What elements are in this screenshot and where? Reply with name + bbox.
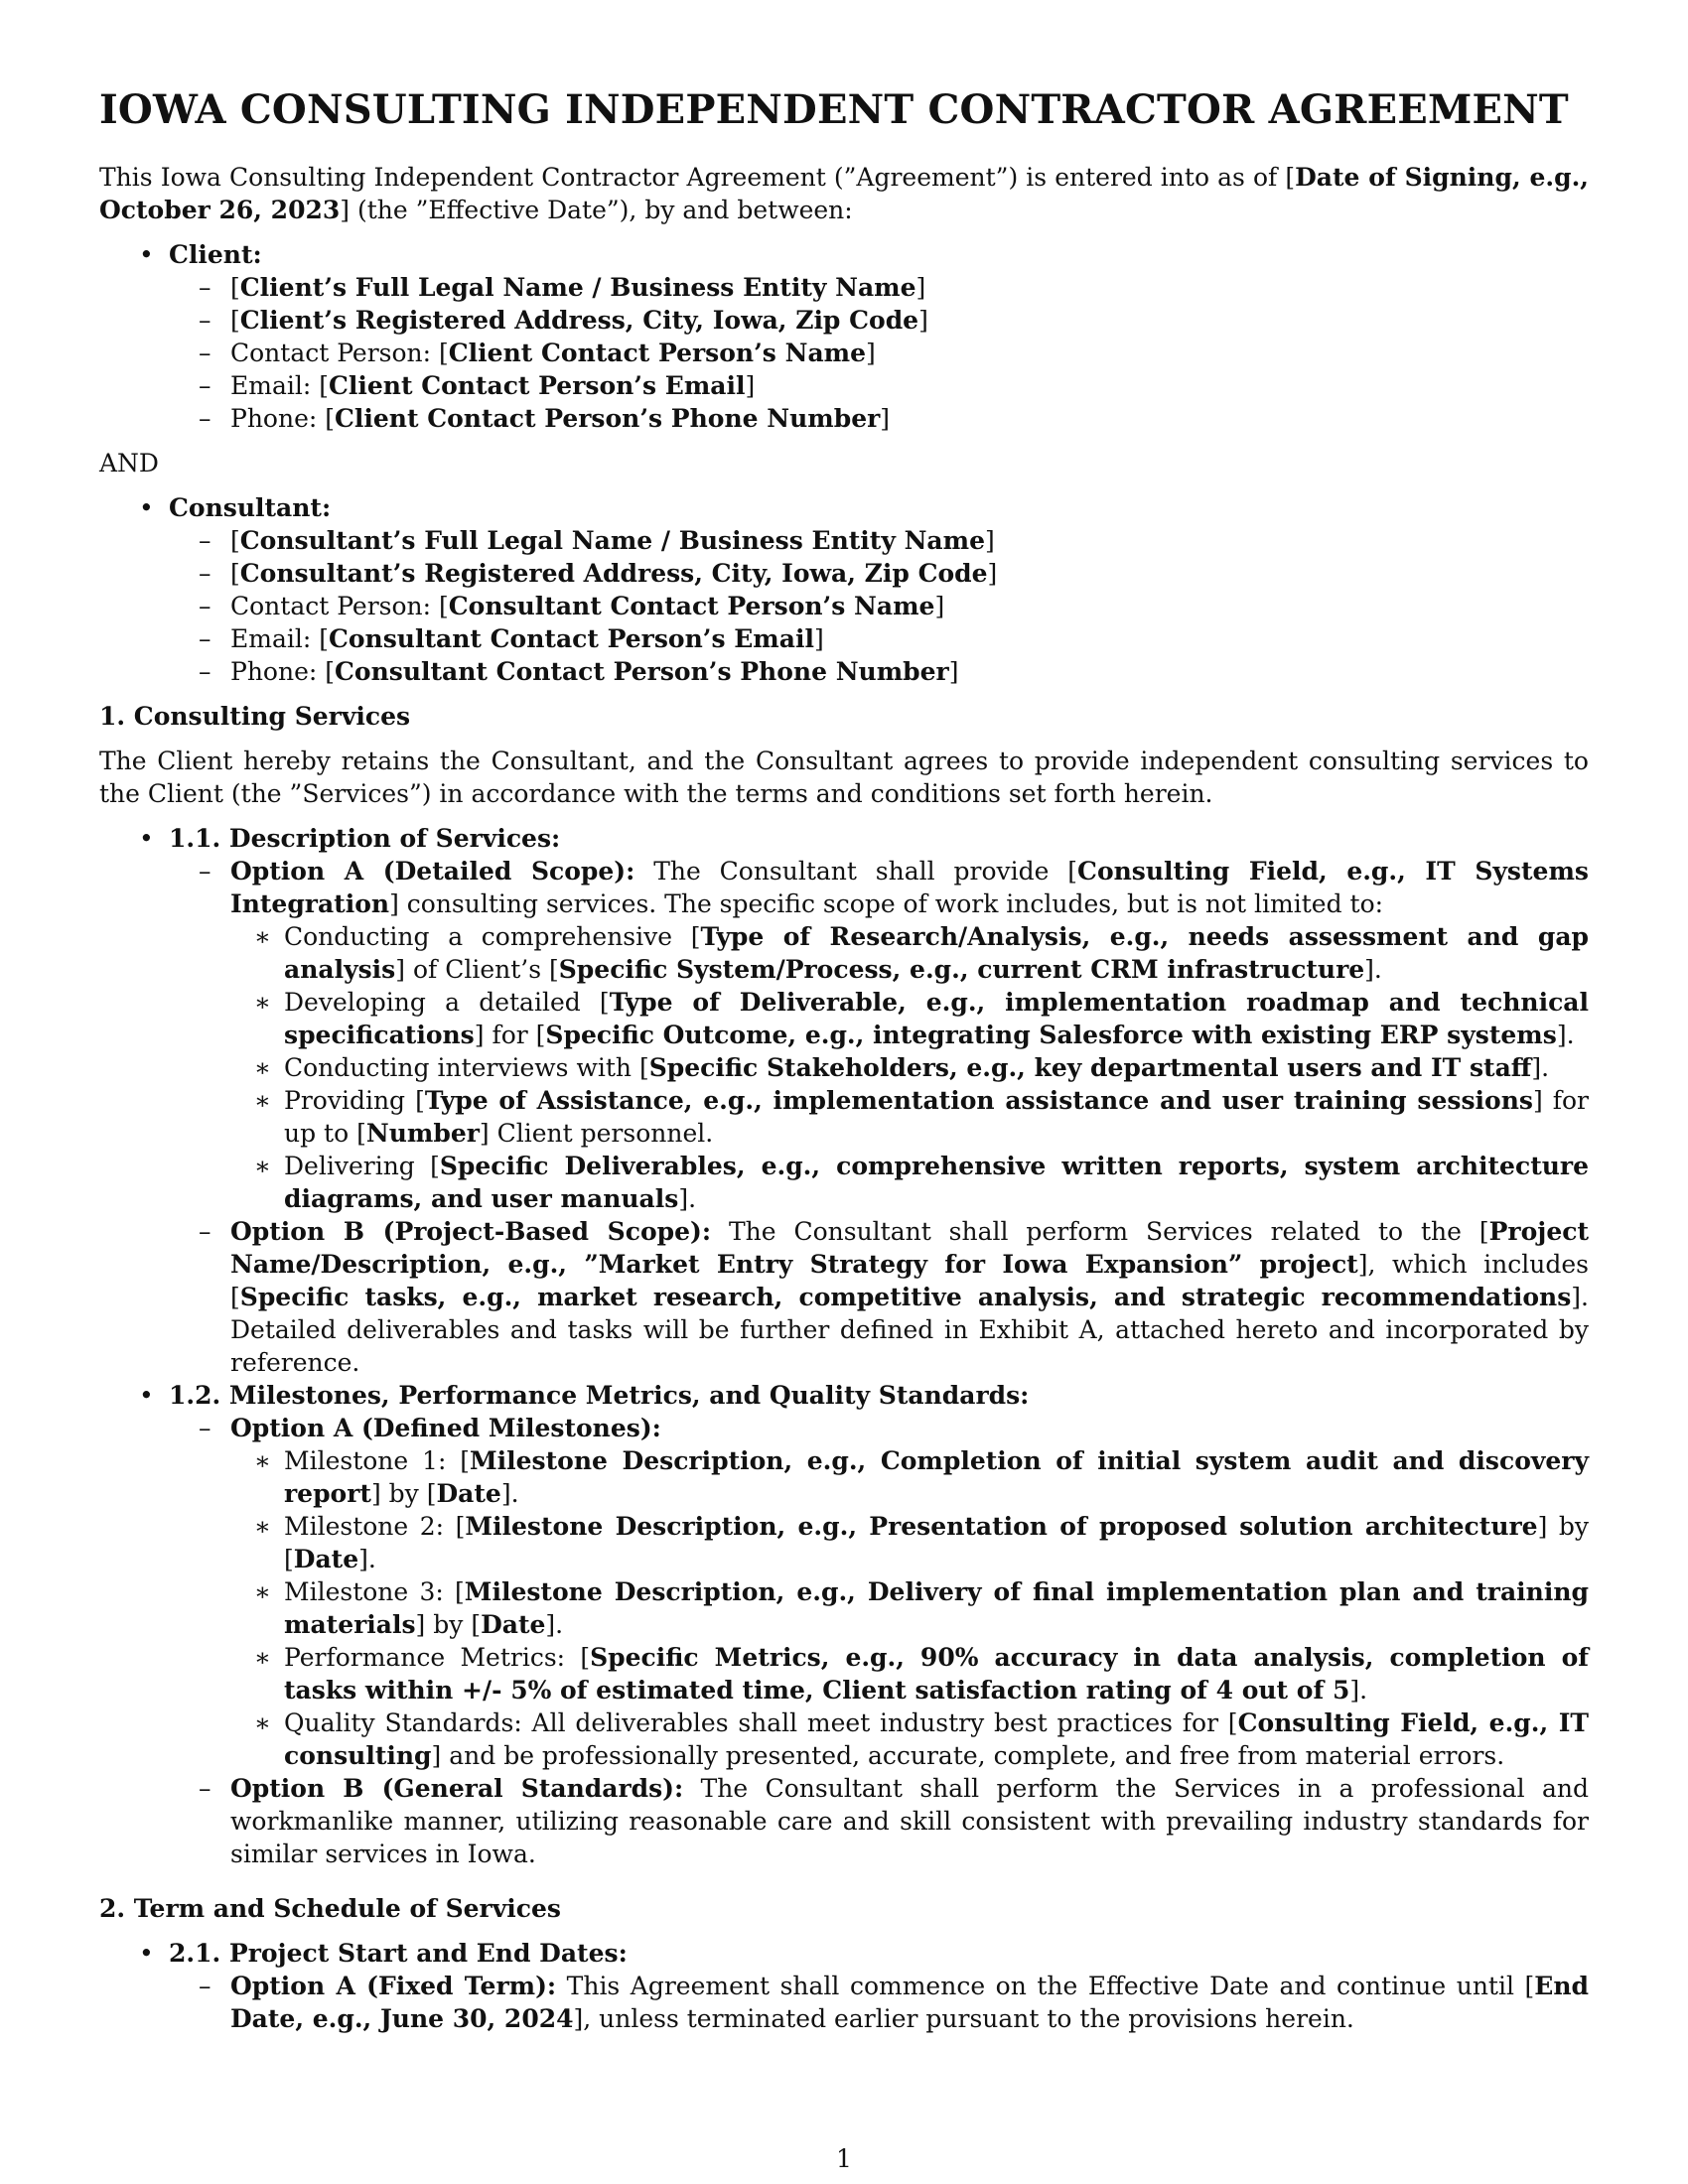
- consultant-name: – [Consultant’s Full Legal Name / Business Entity Name]: [169, 524, 1589, 557]
- subsection-1-2: • 1.2. Milestones, Performance Metrics, and Quality Standards: – Option A (Defined Milestones): ∗ Milestone 1: [Milestone Description, e.g., Completion of initial system audit and discovery report] by [Date]. ∗ Milestone 2: [Milestone Description, e.g., Presentation of proposed solution architecture] by [Date]. ∗ Milestone 3: [Milestone Description, e.g., Delivery of final implementation plan and training materials] by [Date]. ∗ Performance Metrics: [Specific Metrics, e.g., 90% accuracy in data analysis, completion of tasks within +/- 5% of estimated time, Client satisfaction rating of 4 out of 5]. ∗ Quality Standards: All deliverables shall meet industry best practices for [Consulting Field, e.g., IT consulting] and be professionally presented, accurate, complete, and free from material errors. – Option B (General Standards): The Consultant shall perform the Services in a professional and workmanlike manner, utilizing reasonable care and skill consistent with prevailing industry standards for similar services in Iowa.: [99, 1379, 1589, 1870]
- list-item: ∗ Providing [Type of Assistance, e.g., implementation assistance and user training sessions] for up to [Number] Client personnel.: [230, 1084, 1589, 1150]
- intro-paragraph: This Iowa Consulting Independent Contractor Agreement (”Agreement”) is entered into as of [Date of Signing, e.g., October 26, 2023] (the ”Effective Date”), by and between:: [99, 163, 1590, 224]
- client-address: – [Client’s Registered Address, City, Iowa, Zip Code]: [169, 304, 1589, 337]
- section-1-list: [99, 822, 1589, 1870]
- list-item: ∗ Milestone 3: [Milestone Description, e.g., Delivery of final implementation plan and training materials] by [Date].: [230, 1575, 1589, 1641]
- consultant-party: [99, 491, 1589, 688]
- client-phone: – Phone: [Client Contact Person’s Phone Number]: [169, 402, 1589, 435]
- section-2-list: [99, 1937, 1589, 2035]
- page-number: 1: [836, 2144, 852, 2173]
- option-b-project-scope: – Option B (Project-Based Scope): The Consultant shall perform Services related to the [Project Name/Description, e.g., ”Market Entry Strategy for Iowa Expansion” project], which includes [Specific tasks, e.g., market research, competitive analysis, and strategic recommendations]. Detailed deliverables and tasks will be further defined in Exhibit A, attached hereto and incorporated by reference.: [169, 1215, 1589, 1379]
- client-contact-person: – Contact Person: [Client Contact Person’s Name]: [169, 337, 1589, 369]
- subsection-1-1: • 1.1. Description of Services: – Option A (Detailed Scope): The Consultant shall provide [Consulting Field, e.g., IT Systems Integration] consulting services. The specific scope of work includes, but is not limited to: ∗ Conducting a comprehensive [Type of Research/Analysis, e.g., needs assessment and gap analysis] of Client’s [Specific System/Process, e.g., current CRM infrastructure]. ∗ Developing a detailed [Type of Deliverable, e.g., implementation roadmap and technical specifications] for [Specific Outcome, e.g., integrating Salesforce with existing ERP systems]. ∗ Conducting interviews with [Specific Stakeholders, e.g., key departmental users and IT staff]. ∗ Providing [Type of Assistance, e.g., implementation assistance and user training sessions] for up to [Number] Client personnel. ∗ Delivering [Specific Deliverables, e.g., comprehensive written reports, system architecture diagrams, and user manuals]. – Option B (Project-Based Scope): The Consultant shall perform Services related to the [Project Name/Description, e.g., ”Market Entry Strategy for Iowa Expansion” project], which includes [Specific tasks, e.g., market research, competitive analysis, and strategic recommendations]. Detailed deliverables and tasks will be further defined in Exhibit A, attached hereto and incorporated by reference.: [99, 822, 1589, 1379]
- option-a-fixed-term: – Option A (Fixed Term): This Agreement shall commence on the Effective Date and continue until [End Date, e.g., June 30, 2024], unless terminated earlier pursuant to the provisions herein.: [169, 1970, 1589, 2035]
- consultant-block: [99, 491, 1589, 688]
- consultant-label: Consultant:: [169, 493, 332, 522]
- consultant-phone: – Phone: [Consultant Contact Person’s Phone Number]: [169, 655, 1589, 688]
- document-title: IOWA CONSULTING INDEPENDENT CONTRACTOR AGREEMENT: [99, 86, 1569, 133]
- consultant-address: – [Consultant’s Registered Address, City, Iowa, Zip Code]: [169, 557, 1589, 590]
- option-a-milestones: – Option A (Defined Milestones): ∗ Milestone 1: [Milestone Description, e.g., Completion of initial system audit and discovery report] by [Date]. ∗ Milestone 2: [Milestone Description, e.g., Presentation of proposed solution architecture] by [Date]. ∗ Milestone 3: [Milestone Description, e.g., Delivery of final implementation plan and training materials] by [Date]. ∗ Performance Metrics: [Specific Metrics, e.g., 90% accuracy in data analysis, completion of tasks within +/- 5% of estimated time, Client satisfaction rating of 4 out of 5]. ∗ Quality Standards: All deliverables shall meet industry best practices for [Consulting Field, e.g., IT consulting] and be professionally presented, accurate, complete, and free from material errors.: [169, 1412, 1589, 1772]
- subsection-2-1: • 2.1. Project Start and End Dates: – Option A (Fixed Term): This Agreement shall commence on the Effective Date and continue until [End Date, e.g., June 30, 2024], unless terminated earlier pursuant to the provisions herein.: [99, 1937, 1589, 2035]
- and-separator: AND: [99, 449, 159, 478]
- document-page: [99, 87, 1589, 2035]
- section-1-heading: 1. Consulting Services: [99, 702, 411, 731]
- list-item: ∗ Milestone 2: [Milestone Description, e.g., Presentation of proposed solution architecture] by [Date].: [230, 1510, 1589, 1575]
- client-name: – [Client’s Full Legal Name / Business Entity Name]: [169, 271, 1589, 304]
- list-item: ∗ Developing a detailed [Type of Deliverable, e.g., implementation roadmap and technical specifications] for [Specific Outcome, e.g., integrating Salesforce with existing ERP systems].: [230, 986, 1589, 1051]
- consultant-email: – Email: [Consultant Contact Person’s Email]: [169, 622, 1589, 655]
- client-label: Client:: [169, 240, 262, 269]
- list-item: ∗ Conducting a comprehensive [Type of Research/Analysis, e.g., needs assessment and gap analysis] of Client’s [Specific System/Process, e.g., current CRM infrastructure].: [230, 920, 1589, 986]
- list-item: ∗ Performance Metrics: [Specific Metrics, e.g., 90% accuracy in data analysis, completion of tasks within +/- 5% of estimated time, Client satisfaction rating of 4 out of 5].: [230, 1641, 1589, 1706]
- list-item: ∗ Milestone 1: [Milestone Description, e.g., Completion of initial system audit and discovery report] by [Date].: [230, 1444, 1589, 1510]
- option-a-detailed-scope: – Option A (Detailed Scope): The Consultant shall provide [Consulting Field, e.g., IT Systems Integration] consulting services. The specific scope of work includes, but is not limited to: ∗ Conducting a comprehensive [Type of Research/Analysis, e.g., needs assessment and gap analysis] of Client’s [Specific System/Process, e.g., current CRM infrastructure]. ∗ Developing a detailed [Type of Deliverable, e.g., implementation roadmap and technical specifications] for [Specific Outcome, e.g., integrating Salesforce with existing ERP systems]. ∗ Conducting interviews with [Specific Stakeholders, e.g., key departmental users and IT staff]. ∗ Providing [Type of Assistance, e.g., implementation assistance and user training sessions] for up to [Number] Client personnel. ∗ Delivering [Specific Deliverables, e.g., comprehensive written reports, system architecture diagrams, and user manuals].: [169, 855, 1589, 1215]
- option-b-general-standards: – Option B (General Standards): The Consultant shall perform the Services in a professional and workmanlike manner, utilizing reasonable care and skill consistent with prevailing industry standards for similar services in Iowa.: [169, 1772, 1589, 1870]
- client-party: [99, 238, 1589, 435]
- consultant-contact-person: – Contact Person: [Consultant Contact Person’s Name]: [169, 590, 1589, 622]
- list-item: ∗ Quality Standards: All deliverables shall meet industry best practices for [Consulting Field, e.g., IT consulting] and be professionally presented, accurate, complete, and free from material errors.: [230, 1706, 1589, 1772]
- client-email: – Email: [Client Contact Person’s Email]: [169, 369, 1589, 402]
- section-2-heading: 2. Term and Schedule of Services: [99, 1894, 561, 1923]
- list-item: ∗ Delivering [Specific Deliverables, e.g., comprehensive written reports, system architecture diagrams, and user manuals].: [230, 1150, 1589, 1215]
- list-item: ∗ Conducting interviews with [Specific Stakeholders, e.g., key departmental users and IT staff].: [230, 1051, 1589, 1084]
- section-1-paragraph: The Client hereby retains the Consultant, and the Consultant agrees to provide independent consulting services to the Client (the ”Services”) in accordance with the terms and conditions set forth herein.: [99, 747, 1589, 808]
- client-block: [99, 238, 1589, 435]
